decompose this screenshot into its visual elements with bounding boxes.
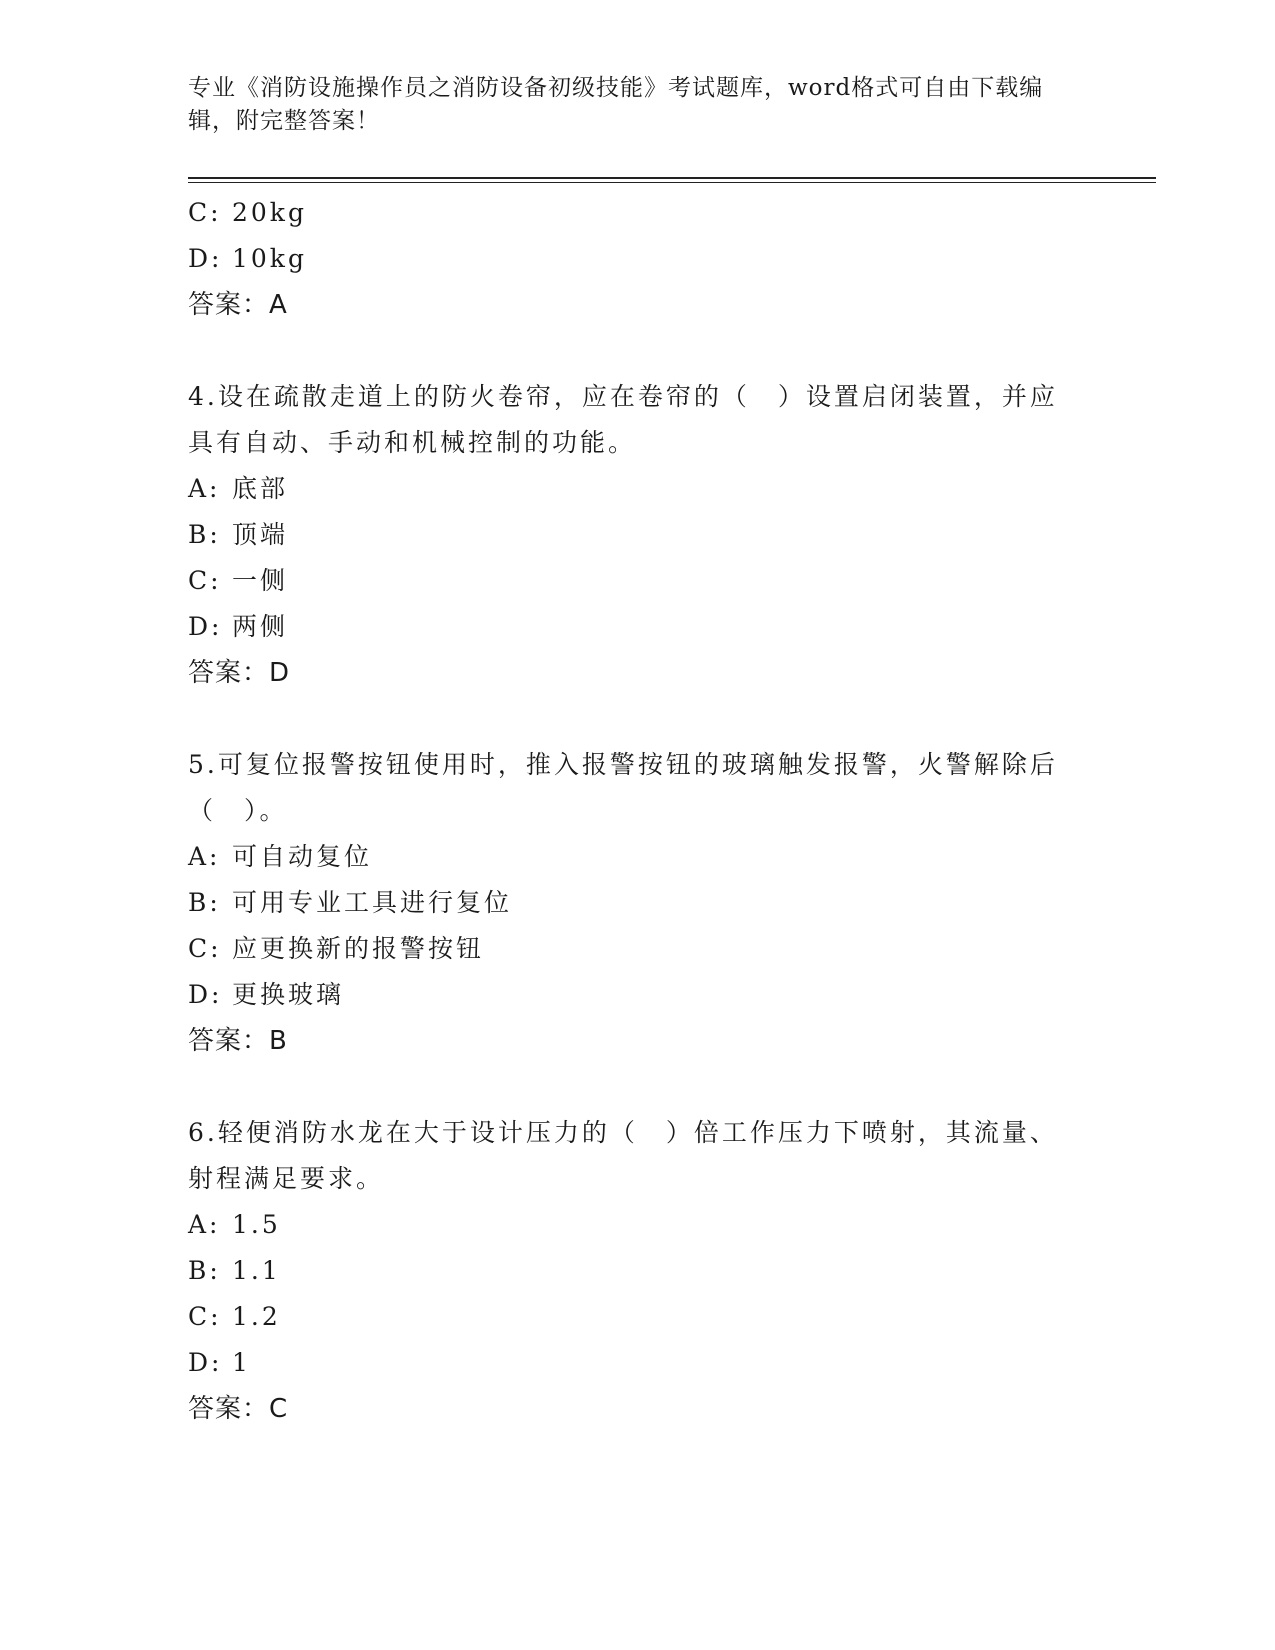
option-text: 一侧 [232,566,289,595]
spacer [188,328,1068,374]
option-d [188,604,1068,650]
option-a [188,466,1068,512]
option-d [188,1340,1068,1386]
answer-line: 答案：D [188,658,291,688]
document-header: 专业《消防设施操作员之消防设备初级技能》考试题库，word格式可自由下载编辑，附完整答案！ [188,75,1044,134]
option-c [188,926,1068,972]
option-letter: B: [188,888,221,917]
option-letter: C: [188,934,222,963]
option-text: 1 [232,1348,251,1377]
option-text: 1.2 [232,1302,281,1331]
question-block-5 [188,742,1068,1064]
option-letter: A: [188,842,221,871]
option-d [188,972,1068,1018]
option-letter: B: [188,520,221,549]
option-letter: D: [188,244,223,273]
option-letter: A: [188,1210,221,1239]
question-text: 4.设在疏散走道上的防火卷帘，应在卷帘的（ ）设置启闭装置，并应具有自动、手动和机械控制的功能。 [188,382,1058,457]
option-text: 更换玻璃 [232,980,345,1009]
option-b [188,1248,1068,1294]
option-text: 应更换新的报警按钮 [232,934,485,963]
option-c [188,558,1068,604]
option-c [188,190,1068,236]
option-text: 顶端 [232,520,289,549]
option-letter: D: [188,980,223,1009]
question-block-4 [188,374,1068,696]
option-text: 20kg [232,198,307,227]
option-text: 1.5 [232,1210,281,1239]
spacer [188,1064,1068,1110]
option-a [188,834,1068,880]
option-b [188,512,1068,558]
option-b [188,880,1068,926]
question-text: 6.轻便消防水龙在大于设计压力的（ ）倍工作压力下喷射，其流量、射程满足要求。 [188,1118,1058,1193]
option-text: 可自动复位 [232,842,373,871]
option-letter: B: [188,1256,221,1285]
option-d [188,236,1068,282]
answer-line: 答案：B [188,1026,288,1056]
option-text: 可用专业工具进行复位 [232,888,513,917]
option-letter: C: [188,1302,222,1331]
answer-line: 答案：C [188,1394,289,1424]
header-rule-thin [188,182,1156,183]
option-text: 10kg [232,244,307,273]
answer-line: 答案：A [188,290,288,320]
option-c [188,1294,1068,1340]
question-block-6 [188,1110,1068,1432]
question-text: 5.可复位报警按钮使用时，推入报警按钮的玻璃触发报警，火警解除后（ ）。 [188,750,1058,825]
option-letter: A: [188,474,221,503]
option-letter: D: [188,612,223,641]
option-text: 两侧 [232,612,289,641]
option-text: 底部 [232,474,289,503]
header-rule-thick [188,177,1156,179]
option-text: 1.1 [232,1256,281,1285]
question-list [188,190,1068,1432]
option-a [188,1202,1068,1248]
option-letter: C: [188,566,222,595]
spacer [188,696,1068,742]
option-letter: C: [188,198,222,227]
option-letter: D: [188,1348,223,1377]
question-block-partial [188,190,1068,328]
